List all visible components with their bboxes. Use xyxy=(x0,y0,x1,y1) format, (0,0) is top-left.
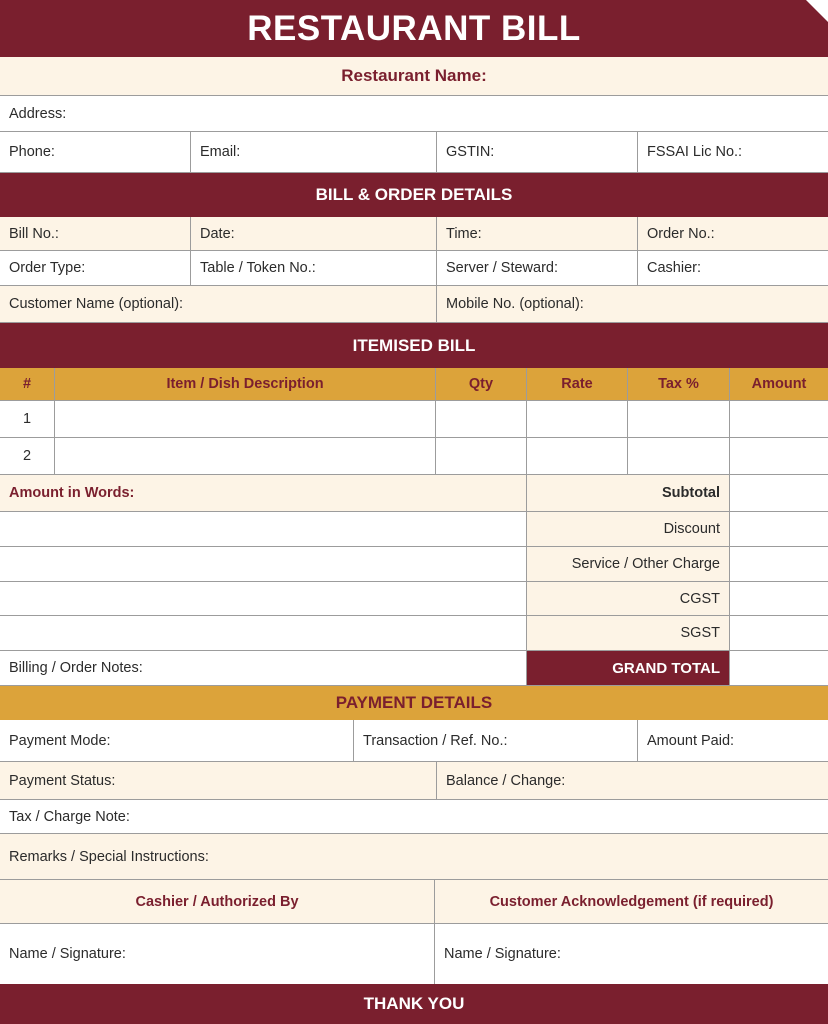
col-header-amount: Amount xyxy=(751,376,807,392)
phone-field[interactable] xyxy=(0,132,191,172)
payment-heading-bar xyxy=(0,686,828,720)
payment-status-label: Payment Status: xyxy=(9,772,116,789)
totals-row-discount xyxy=(0,512,828,547)
table-row xyxy=(0,438,828,475)
bill-row-1 xyxy=(0,217,828,251)
rate-cell[interactable] xyxy=(527,401,628,437)
time-label: Time: xyxy=(446,225,482,242)
qty-cell[interactable] xyxy=(436,401,527,437)
bill-row-2 xyxy=(0,251,828,286)
col-header-qty: Qty xyxy=(436,368,527,400)
date-field[interactable] xyxy=(191,217,437,250)
customer-signature-field[interactable] xyxy=(435,924,828,984)
bill-order-heading: BILL & ORDER DETAILS xyxy=(315,185,513,204)
grand-total-value[interactable] xyxy=(730,651,828,685)
phone-label: Phone: xyxy=(9,144,55,160)
payment-heading: PAYMENT DETAILS xyxy=(335,693,493,712)
tax-note-field[interactable] xyxy=(0,800,828,833)
item-description-cell[interactable] xyxy=(55,438,436,474)
payment-mode-field[interactable] xyxy=(0,720,354,761)
fssai-field[interactable] xyxy=(638,132,828,172)
thank-you-text: THANK YOU xyxy=(363,994,465,1013)
customer-name-label: Customer Name (optional): xyxy=(9,296,184,312)
tax-cell[interactable] xyxy=(628,438,730,474)
cashier-label: Cashier: xyxy=(647,260,701,276)
service-charge-label: Service / Other Charge xyxy=(527,547,730,581)
totals-row-cgst xyxy=(0,582,828,616)
order-type-label: Order Type: xyxy=(9,260,86,276)
table-token-field[interactable] xyxy=(191,251,437,285)
address-row xyxy=(0,96,828,132)
server-label: Server / Steward: xyxy=(446,260,559,276)
title-bar xyxy=(0,0,828,57)
remarks-label: Remarks / Special Instructions: xyxy=(9,848,209,865)
amount-cell[interactable] xyxy=(730,438,828,474)
totals-row-subtotal xyxy=(0,475,828,512)
grand-total-label: GRAND TOTAL xyxy=(527,651,730,685)
order-no-field[interactable] xyxy=(638,217,828,250)
page-corner-fold xyxy=(806,0,828,22)
cashier-signature-field[interactable] xyxy=(0,924,435,984)
cgst-value[interactable] xyxy=(730,582,828,615)
cashier-authorized-heading: Cashier / Authorized By xyxy=(0,880,435,923)
signature-row xyxy=(0,924,828,984)
bill-no-field[interactable] xyxy=(0,217,191,250)
discount-label: Discount xyxy=(527,512,730,546)
cashier-field[interactable] xyxy=(638,251,828,285)
sgst-label: SGST xyxy=(527,616,730,650)
email-label: Email: xyxy=(200,144,241,160)
col-header-number: # xyxy=(0,368,55,400)
item-table-header xyxy=(0,368,828,401)
payment-row-2 xyxy=(0,762,828,800)
words-line[interactable] xyxy=(0,582,527,615)
customer-name-field[interactable] xyxy=(0,286,437,322)
col-header-item: Item / Dish Description xyxy=(55,368,436,400)
col-header-rate: Rate xyxy=(527,368,628,400)
billing-notes-field[interactable] xyxy=(0,651,527,685)
amount-in-words-field[interactable] xyxy=(0,475,527,511)
customer-signature-label: Name / Signature: xyxy=(444,946,561,962)
balance-change-label: Balance / Change: xyxy=(446,772,566,789)
row-number: 1 xyxy=(0,401,55,437)
col-header-tax: Tax % xyxy=(628,368,730,400)
mobile-label: Mobile No. (optional): xyxy=(446,296,584,312)
bill-row-3 xyxy=(0,286,828,323)
order-no-label: Order No.: xyxy=(647,225,715,242)
table-token-label: Table / Token No.: xyxy=(200,260,316,276)
tax-note-row xyxy=(0,800,828,834)
amount-cell[interactable] xyxy=(730,401,828,437)
address-field[interactable] xyxy=(0,96,828,131)
remarks-field[interactable] xyxy=(0,834,828,879)
time-field[interactable] xyxy=(437,217,638,250)
email-field[interactable] xyxy=(191,132,437,172)
remarks-row xyxy=(0,834,828,880)
bill-no-label: Bill No.: xyxy=(9,225,59,242)
amount-paid-label: Amount Paid: xyxy=(647,732,735,749)
words-line[interactable] xyxy=(0,512,527,546)
amount-paid-field[interactable] xyxy=(638,720,828,761)
cgst-label: CGST xyxy=(527,582,730,615)
payment-status-field[interactable] xyxy=(0,762,437,799)
table-row xyxy=(0,401,828,438)
totals-row-grand xyxy=(0,651,828,686)
itemised-heading-bar xyxy=(0,323,828,368)
item-description-cell[interactable] xyxy=(55,401,436,437)
footer-bar xyxy=(0,984,828,1024)
tax-cell[interactable] xyxy=(628,401,730,437)
transaction-ref-field[interactable] xyxy=(354,720,638,761)
totals-row-service xyxy=(0,547,828,582)
amount-in-words-label: Amount in Words: xyxy=(9,485,135,501)
subtotal-label: Subtotal xyxy=(527,475,730,511)
payment-row-1 xyxy=(0,720,828,762)
service-charge-value[interactable] xyxy=(730,547,828,581)
page-title: RESTAURANT BILL xyxy=(247,8,581,48)
date-label: Date: xyxy=(200,225,235,242)
itemised-heading: ITEMISED BILL xyxy=(352,335,476,355)
contact-row xyxy=(0,132,828,173)
subtotal-value[interactable] xyxy=(730,475,828,511)
words-line[interactable] xyxy=(0,547,527,581)
totals-row-sgst xyxy=(0,616,828,651)
bill-order-heading-bar xyxy=(0,173,828,217)
address-label: Address: xyxy=(9,105,67,122)
signature-heading-row xyxy=(0,880,828,924)
billing-notes-label: Billing / Order Notes: xyxy=(9,660,143,676)
fssai-label: FSSAI Lic No.: xyxy=(647,144,743,160)
mobile-field[interactable] xyxy=(437,286,828,322)
payment-mode-label: Payment Mode: xyxy=(9,732,111,749)
discount-value[interactable] xyxy=(730,512,828,546)
restaurant-name-row xyxy=(0,57,828,96)
transaction-ref-label: Transaction / Ref. No.: xyxy=(363,732,508,749)
sgst-value[interactable] xyxy=(730,616,828,650)
gstin-label: GSTIN: xyxy=(446,144,495,160)
cashier-signature-label: Name / Signature: xyxy=(9,946,126,962)
words-line[interactable] xyxy=(0,616,527,650)
customer-ack-heading: Customer Acknowledgement (if required) xyxy=(489,893,774,910)
gstin-field[interactable] xyxy=(437,132,638,172)
balance-change-field[interactable] xyxy=(437,762,828,799)
restaurant-name-label: Restaurant Name: xyxy=(341,66,487,85)
order-type-field[interactable] xyxy=(0,251,191,285)
qty-cell[interactable] xyxy=(436,438,527,474)
server-field[interactable] xyxy=(437,251,638,285)
tax-note-label: Tax / Charge Note: xyxy=(9,808,130,825)
row-number: 2 xyxy=(0,438,55,474)
rate-cell[interactable] xyxy=(527,438,628,474)
